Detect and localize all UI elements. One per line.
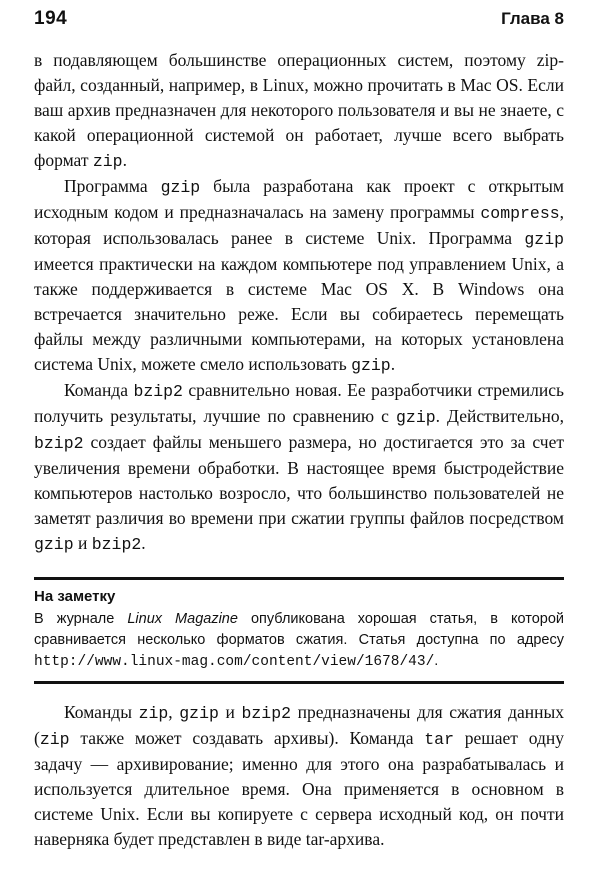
- text-run: .: [122, 150, 127, 170]
- command-gzip: gzip: [396, 408, 436, 427]
- text-run: .: [390, 354, 396, 374]
- command-zip: zip: [39, 730, 70, 749]
- note-text: [34, 609, 564, 673]
- paragraph-tar: [34, 700, 564, 852]
- command-zip: zip: [138, 704, 169, 723]
- text-run: .: [141, 533, 146, 553]
- text-run: опубликована хорошая статья, в которой сравнивается несколько форматов сжатия. Статья доступна по адресу: [34, 611, 564, 648]
- text-run: также может создавать архивы). Команда: [69, 728, 425, 748]
- body-text-continued: [34, 700, 564, 852]
- command-compress: compress: [480, 204, 560, 223]
- paragraph-continuation: [34, 48, 564, 174]
- command-bzip2: bzip2: [34, 434, 84, 453]
- text-run: решает одну задачу — архивирование; именно для этого она разрабатывалась и используется длительное время. Она применяется в основном в системе Unix. Если вы копируете с сервера исходный код, он почти наверняка будет представлен в виде tar-архива.: [34, 728, 564, 849]
- command-bzip2: bzip2: [133, 382, 183, 401]
- text-run: имеется практически на каждом компьютере под управлением Unix, а также поддерживается в системе Mac OS X. В Windows она встречается значительно реже. Если вы собираетесь перемещать файлы между различными компьютерами, на которых установлена система Unix, можете смело использовать: [34, 254, 564, 374]
- text-run: Команда: [64, 380, 134, 400]
- paragraph-gzip: [34, 174, 564, 378]
- command-bzip2: bzip2: [91, 535, 142, 554]
- article-url: http://www.linux-mag.com/content/view/1678/43/: [34, 654, 435, 670]
- command-gzip: gzip: [351, 356, 391, 375]
- note-box: [34, 577, 564, 684]
- text-run: и: [73, 533, 92, 553]
- text-run: В журнале: [34, 611, 128, 627]
- command-tar: tar: [424, 730, 454, 749]
- command-gzip: gzip: [524, 230, 564, 249]
- text-run: Команды: [64, 702, 139, 722]
- text-run: была разработана как проект с открытым исходным кодом и предназначалась на замену программы: [34, 176, 564, 222]
- magazine-name: Linux Magazine: [127, 611, 238, 627]
- text-run: , которая использовалась ранее в системе Unix. Программа: [34, 202, 564, 248]
- text-run: и: [218, 702, 242, 722]
- command-gzip: gzip: [160, 178, 201, 197]
- paragraph-bzip2: [34, 378, 564, 557]
- text-run: Программа: [64, 176, 161, 196]
- command-gzip: gzip: [179, 704, 219, 723]
- command-bzip2: bzip2: [241, 704, 291, 723]
- page-number: 194: [34, 8, 68, 29]
- text-run: создает файлы меньшего размера, но достигается это за счет увеличения времени обработки. В настоящее время быстродействие компьютеров настолько возросло, что большинство пользователей не заметят различия во времени при сжатии группы файлов посредством: [34, 432, 564, 528]
- body-text: [34, 48, 564, 557]
- text-run: ,: [168, 702, 180, 722]
- text-run: . Действительно,: [435, 406, 564, 426]
- command-zip: zip: [92, 152, 123, 171]
- text-run: .: [434, 653, 439, 669]
- page-header: [34, 8, 564, 48]
- text-run: сравнительно новая. Ее разработчики стремились получить результаты, лучшие по сравнению с: [34, 380, 564, 426]
- chapter-title: Глава 8: [501, 9, 564, 28]
- text-run: в подавляющем большинстве операционных систем, поэтому zip-файл, созданный, например, в Linux, можно прочитать в Mac OS. Если ваш архив предназначен для некоторого пользователя и вы не знаете, с какой операционной системой он работает, лучше всего выбрать формат: [34, 50, 564, 170]
- note-title: На заметку: [34, 588, 116, 605]
- text-run: предназначены для сжатия данных (: [34, 702, 564, 748]
- command-gzip: gzip: [34, 535, 74, 554]
